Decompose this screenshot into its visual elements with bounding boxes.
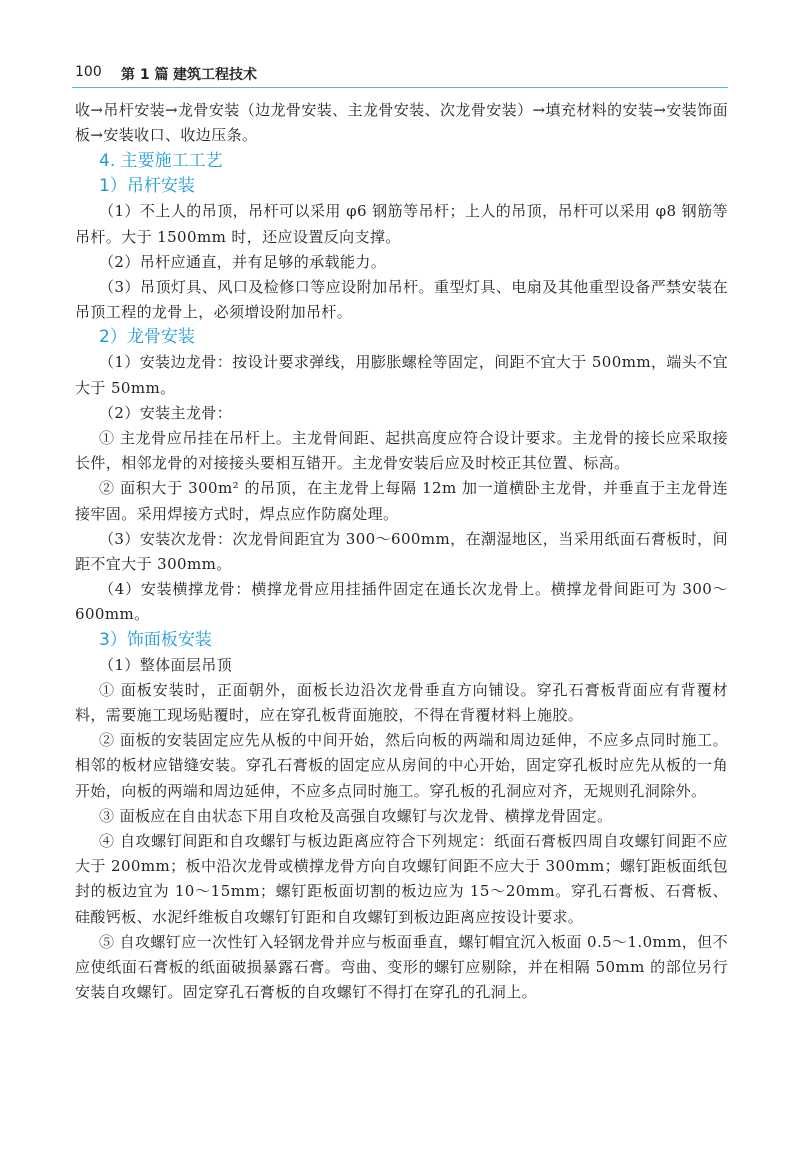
paragraph: （2）安装主龙骨： (99, 403, 233, 422)
paragraph: ① 主龙骨应吊挂在吊杆上。主龙骨间距、起拱高度应符合设计要求。主龙骨的接长应采取接长件，相邻龙骨的对接接头要相互错开。主龙骨安装后应及时校正其位置、标高。 (75, 429, 728, 473)
chapter-title: 建筑工程技术 (173, 67, 257, 83)
paragraph: ② 面积大于 300m² 的吊顶，在主龙骨上每隔 12m 加一道横卧主龙骨，并垂直于主龙骨连接牢固。采用焊接方式时，焊点应作防腐处理。 (75, 479, 728, 523)
page-header (75, 62, 725, 84)
paragraph: 收→吊杆安装→龙骨安装（边龙骨安装、主龙骨安装、次龙骨安装）→填充材料的安装→安装饰面板→安装收口、收边压条。 (75, 101, 728, 145)
page-number: 100 (75, 64, 102, 80)
paragraph: ③ 面板应在自由状态下用自攻枪及高强自攻螺钉与次龙骨、横撑龙骨固定。 (99, 806, 613, 825)
subsection-heading: 1）吊杆安装 (99, 176, 195, 197)
subsection-heading: 2）龙骨安装 (99, 327, 195, 348)
paragraph: （1）整体面层吊顶 (99, 655, 233, 674)
paragraph: （1）不上人的吊顶，吊杆可以采用 φ6 钢筋等吊杆；上人的吊顶，吊杆可以采用 φ8 钢筋等吊杆。大于 1500mm 时，还应设置反向支撑。 (75, 202, 728, 246)
paragraph: ① 面板安装时，正面朝外，面板长边沿次龙骨垂直方向铺设。穿孔石膏板背面应有背覆材料，需要施工现场贴覆时，应在穿孔板背面施胶，不得在背覆材料上施胶。 (75, 680, 728, 725)
chapter-label: 第 1 篇 (121, 67, 169, 83)
page-body (75, 98, 728, 1006)
paragraph: （3）安装次龙骨：次龙骨间距宜为 300～600mm，在潮湿地区，当采用纸面石膏板时，间距不宜大于 300mm。 (75, 529, 728, 574)
header-divider (72, 87, 728, 88)
section-heading: 4. 主要施工工艺 (99, 151, 223, 172)
paragraph: ⑤ 自攻螺钉应一次性钉入轻钢龙骨并应与板面垂直，螺钉帽宜沉入板面 0.5～1.0mm，但不应使纸面石膏板的纸面破损暴露石膏。弯曲、变形的螺钉应剔除，并在相隔 50mm 的部位另行安装自攻螺钉。固定穿孔石膏板的自攻螺钉不得打在穿孔的孔洞上。 (75, 932, 728, 1002)
paragraph: （4）安装横撑龙骨：横撑龙骨应用挂插件固定在通长次龙骨上。横撑龙骨间距可为 300～600mm。 (75, 580, 728, 624)
paragraph: （1）安装边龙骨：按设计要求弹线，用膨胀螺栓等固定，间距不宜大于 500mm，端头不宜大于 50mm。 (75, 353, 728, 397)
paragraph: （3）吊顶灯具、风口及检修口等应设附加吊杆。重型灯具、电扇及其他重型设备严禁安装在吊顶工程的龙骨上，必须增设附加吊杆。 (75, 278, 728, 322)
paragraph: ② 面板的安装固定应先从板的中间开始，然后向板的两端和周边延伸，不应多点同时施工。相邻的板材应错缝安装。穿孔石膏板的固定应从房间的中心开始，固定穿孔板时应先从板的一角开始，向板的两端和周边延伸，不应多点同时施工。穿孔板的孔洞应对齐，无规则孔洞除外。 (75, 731, 728, 800)
paragraph: （2）吊杆应通直，并有足够的承载能力。 (99, 252, 387, 271)
subsection-heading: 3）饰面板安装 (99, 629, 212, 650)
paragraph: ④ 自攻螺钉间距和自攻螺钉与板边距离应符合下列规定：纸面石膏板四周自攻螺钉间距不应大于 200mm；板中沿次龙骨或横撑龙骨方向自攻螺钉间距不应大于 300mm；螺钉距板面纸包封的板边宜为 10～15mm；螺钉距板面切割的板边应为 15～20mm。穿孔石膏板、石膏板、硅酸钙板、水泥纤维板自攻螺钉钉距和自攻螺钉到板边距离应按设计要求。 (75, 832, 728, 926)
